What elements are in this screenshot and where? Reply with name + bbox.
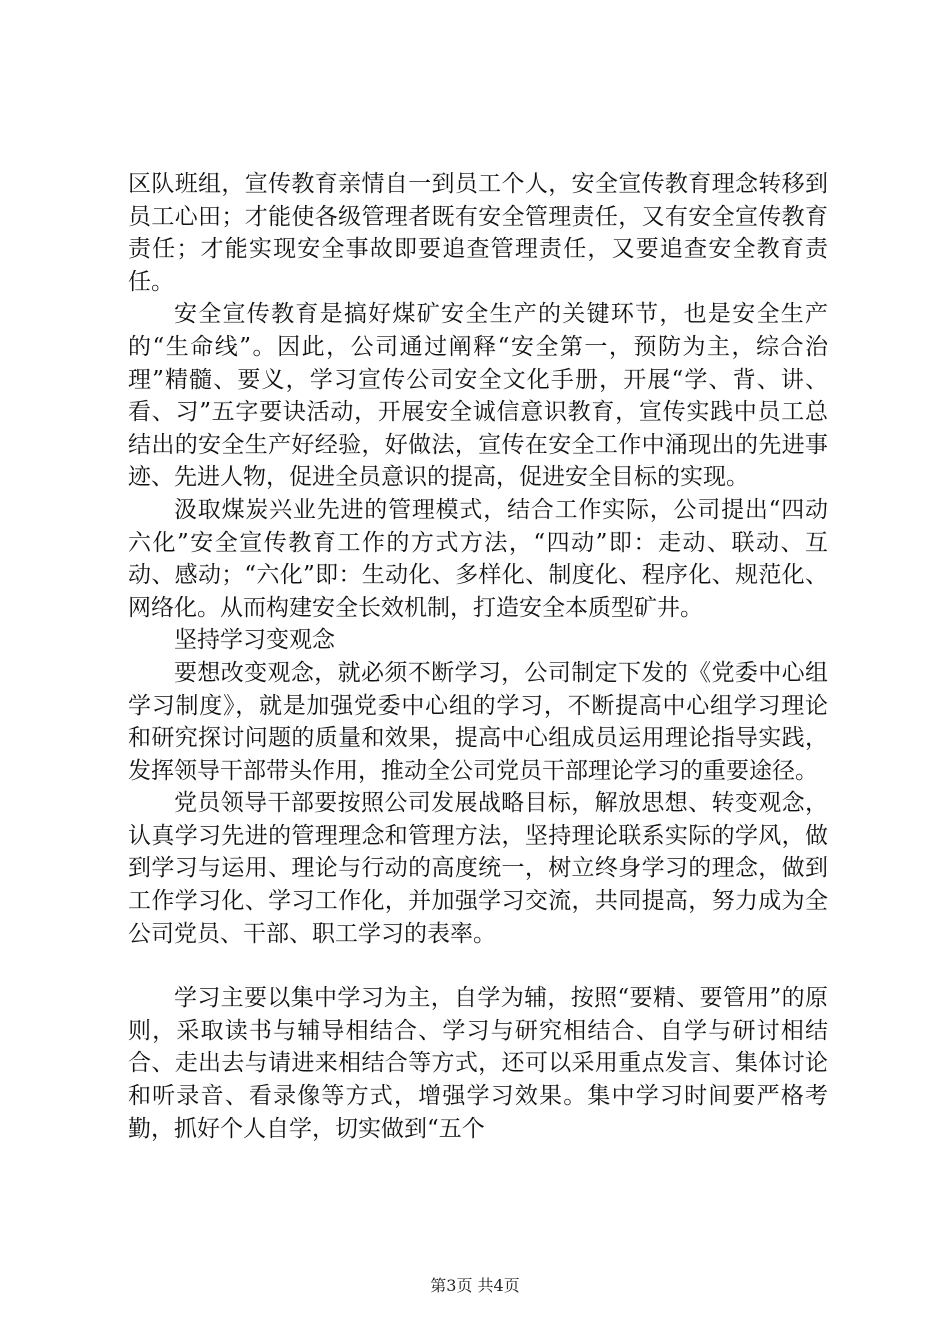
section-heading-learning: 坚持学习变观念 xyxy=(174,627,335,654)
paragraph-cadre-learning: 党员领导干部要按照公司发展战略目标，解放思想、转变观念，认真学习先进的管理理念和管理方法，坚持理论联系实际的学风，做到学习与运用、理论与行动的高度统一，树立终身学习的理念，做到工作学习化、学习工作化，并加强学习交流，共同提高，努力成为全公司党员、干部、职工学习的表率。 xyxy=(128,790,828,947)
paragraph-learning-methods: 学习主要以集中学习为主，自学为辅，按照“要精、要管用”的原则，采取读书与辅导相结合、学习与研究相结合、自学与研讨相结合、走出去与请进来相结合等方式，还可以采用重点发言、集体讨论和听录音、看录像等方式，增强学习效果。集中学习时间要严格考勤，抓好个人自学，切实做到“五个 xyxy=(128,985,828,1142)
paragraph-learning-system: 要想改变观念，就必须不断学习，公司制定下发的《党委中心组学习制度》，就是加强党委中心组的学习，不断提高中心组学习理论和研究探讨问题的质量和效果，提高中心组成员运用理论指导实践，发挥领导干部带头作用，推动全公司党员干部理论学习的重要途径。 xyxy=(128,659,828,784)
paragraph-continuation: 区队班组，宣传教育亲情自一到员工个人，安全宣传教育理念转移到员工心田；才能使各级管理者既有安全管理责任，又有安全宣传教育责任；才能实现安全事故即要追查管理责任，又要追查安全教育责任。 xyxy=(128,171,828,295)
paragraph-four-six-method: 汲取煤炭兴业先进的管理模式，结合工作实际，公司提出“四动六化”安全宣传教育工作的方式方法，“四动”即：走动、联动、互动、感动；“六化”即：生动化、多样化、制度化、程序化、规范化、网络化。从而构建安全长效机制，打造安全本质型矿井。 xyxy=(128,496,828,621)
page-footer: 第3页 共4页 xyxy=(430,1276,520,1295)
body-text xyxy=(128,168,828,1145)
paragraph-safety-education: 安全宣传教育是搞好煤矿安全生产的关键环节，也是安全生产的“生命线”。因此，公司通过阐释“安全第一，预防为主，综合治理”精髓、要义，学习宣传公司安全文化手册，开展“学、背、讲、看、习”五字要诀活动，开展安全诚信意识教育，宣传实践中员工总结出的安全生产好经验，好做法，宣传在安全工作中涌现出的先进事迹、先进人物，促进全员意识的提高，促进安全目标的实现。 xyxy=(128,301,828,491)
